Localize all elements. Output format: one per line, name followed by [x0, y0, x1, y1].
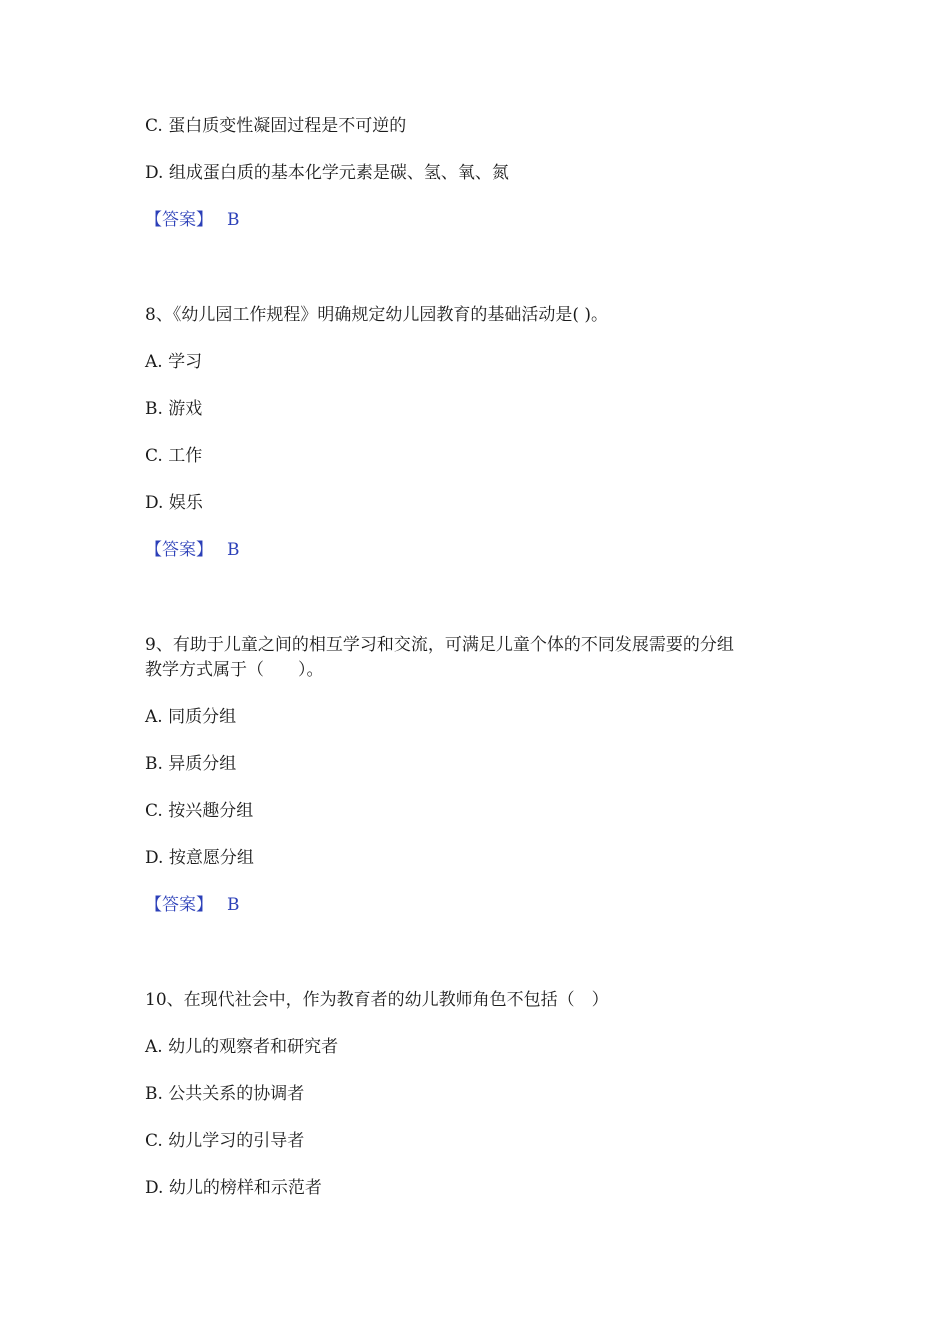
q9-option-c: C. 按兴趣分组	[145, 801, 254, 821]
answer-value: B	[227, 210, 240, 230]
q9-option-d: D. 按意愿分组	[145, 848, 254, 868]
q9-option-b: B. 异质分组	[145, 754, 237, 774]
q8-option-b: B. 游戏	[145, 399, 203, 419]
answer-label: 【答案】	[145, 210, 213, 230]
q10-option-c: C. 幼儿学习的引导者	[145, 1131, 305, 1151]
q10-stem: 10、在现代社会中，作为教育者的幼儿教师角色不包括（ ）	[145, 990, 609, 1010]
q8-option-a: A. 学习	[145, 352, 203, 372]
q10-option-d: D. 幼儿的榜样和示范者	[145, 1178, 322, 1198]
q7-option-d: D. 组成蛋白质的基本化学元素是碳、氢、氧、氮	[145, 163, 509, 183]
answer-label: 【答案】	[145, 540, 213, 560]
q8-option-d: D. 娱乐	[145, 493, 203, 513]
q7-answer	[145, 208, 240, 232]
q9-stem-line1: 9、有助于儿童之间的相互学习和交流，可满足儿童个体的不同发展需要的分组	[145, 635, 734, 655]
answer-value: B	[227, 540, 240, 560]
q8-stem: 8、《幼儿园工作规程》明确规定幼儿园教育的基础活动是( )。	[145, 305, 608, 325]
q10-option-a: A. 幼儿的观察者和研究者	[145, 1037, 339, 1057]
q8-answer	[145, 538, 240, 562]
q10-option-b: B. 公共关系的协调者	[145, 1084, 305, 1104]
q9-stem-line2: 教学方式属于（ ）。	[145, 660, 324, 680]
answer-label: 【答案】	[145, 895, 213, 915]
answer-value: B	[227, 895, 240, 915]
q8-option-c: C. 工作	[145, 446, 203, 466]
q9-answer	[145, 893, 240, 917]
q7-option-c: C. 蛋白质变性凝固过程是不可逆的	[145, 116, 407, 136]
q9-option-a: A. 同质分组	[145, 707, 237, 727]
